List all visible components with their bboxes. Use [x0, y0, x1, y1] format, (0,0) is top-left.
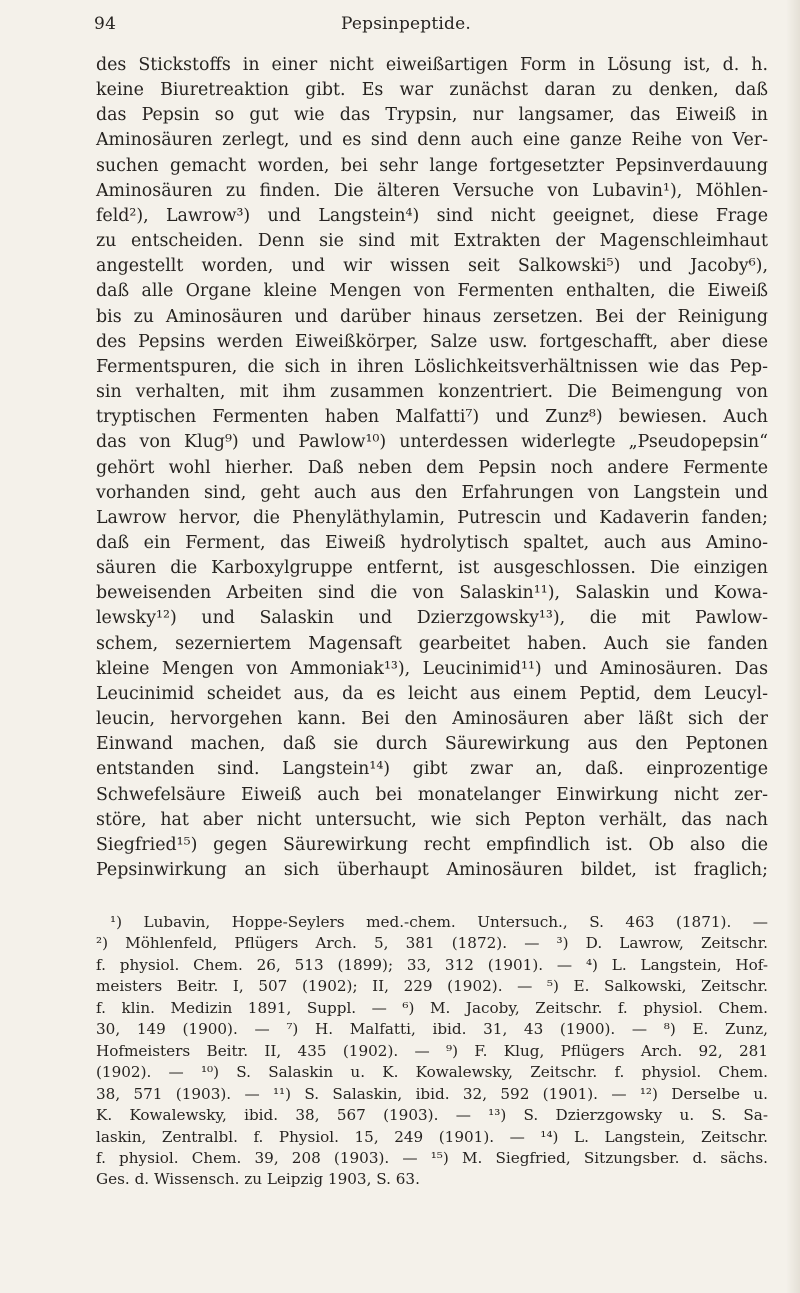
body-line: sin verhalten, mit ihm zusammen konzentriert. Die Beimengung von [96, 382, 768, 403]
body-line: daß ein Ferment, das Eiweiß hydrolytisch spaltet, auch aus Amino- [96, 532, 768, 553]
body-line: des Stickstoffs in einer nicht eiweißartigen Form in Lösung ist, d. h. [96, 55, 768, 75]
body-line: vorhanden sind, geht auch aus den Erfahrungen von Langstein und [96, 482, 768, 503]
footnote-line: meisters Beitr. I, 507 (1902); II, 229 (1902). — ⁵) E. Salkowski, Zeitschr. [96, 977, 768, 996]
footnote-line: f. physiol. Chem. 39, 208 (1903). — ¹⁵) M. Siegfried, Sitzungsber. d. sächs. [96, 1148, 768, 1167]
body-line: Fermentspuren, die sich in ihren Löslichkeitsverhältnissen wie das Pep- [96, 356, 768, 377]
footnote-line: laskin, Zentralbl. f. Physiol. 15, 249 (1901). — ¹⁴) L. Langstein, Zeitschr. [96, 1127, 768, 1146]
footnote-line: Ges. d. Wissensch. zu Leipzig 1903, S. 63. [96, 1170, 420, 1189]
body-line: leucin, hervorgehen kann. Bei den Aminosäuren aber läßt sich der [96, 709, 768, 730]
footnote-line: 30, 149 (1900). — ⁷) H. Malfatti, ibid. 31, 43 (1900). — ⁸) E. Zunz, [96, 1020, 768, 1039]
body-line: Schwefelsäure Eiweiß auch bei monatelanger Einwirkung nicht zer- [96, 784, 768, 805]
body-line: das Pepsin so gut wie das Trypsin, nur langsamer, das Eiweiß in [96, 105, 768, 126]
body-line: Siegfried¹⁵) gegen Säurewirkung recht empfindlich ist. Ob also die [96, 834, 768, 855]
body-line: schem, sezerniertem Magensaft gearbeitet haben. Auch sie fanden [96, 633, 768, 654]
body-line: zu entscheiden. Denn sie sind mit Extrakten der Magenschleimhaut [96, 231, 768, 252]
body-line: Lawrow hervor, die Phenyläthylamin, Putrescin und Kadaverin fanden; [96, 507, 768, 528]
footnotes [96, 912, 768, 1191]
body-line: kleine Mengen von Ammoniak¹³), Leucinimid¹¹) und Aminosäuren. Das [96, 658, 768, 679]
body-line: angestellt worden, und wir wissen seit Salkowski⁵) und Jacoby⁶), [96, 256, 768, 277]
running-title: Pepsinpeptide. [341, 14, 471, 34]
body-line: Pepsinwirkung an sich überhaupt Aminosäuren bildet, ist fraglich; [96, 860, 768, 880]
body-line: gehört wohl hierher. Daß neben dem Pepsin noch andere Fermente [96, 457, 768, 478]
body-line: beweisenden Arbeiten sind die von Salaskin¹¹), Salaskin und Kowa- [96, 583, 768, 604]
footnote-line: K. Kowalewsky, ibid. 38, 567 (1903). — ¹³) S. Dzierzgowsky u. S. Sa- [96, 1106, 768, 1125]
body-line: Aminosäuren zerlegt, und es sind denn auch eine ganze Reihe von Ver- [96, 130, 768, 151]
body-line: daß alle Organe kleine Mengen von Fermenten enthalten, die Eiweiß [96, 281, 768, 302]
body-line: lewsky¹²) und Salaskin und Dzierzgowsky¹³), die mit Pawlow- [96, 608, 768, 629]
body-line: störe, hat aber nicht untersucht, wie sich Pepton verhält, das nach [96, 809, 768, 830]
body-line: suchen gemacht worden, bei sehr lange fortgesetzter Pepsinverdauung [96, 155, 768, 176]
body-line: bis zu Aminosäuren und darüber hinaus zersetzen. Bei der Reinigung [96, 306, 768, 327]
footnote-line: Hofmeisters Beitr. II, 435 (1902). — ⁹) F. Klug, Pflügers Arch. 92, 281 [96, 1041, 768, 1060]
body-line: das von Klug⁹) und Pawlow¹⁰) unterdessen widerlegte „Pseudopepsin“ [96, 432, 768, 453]
footnote-line: ²) Möhlenfeld, Pflügers Arch. 5, 381 (1872). — ³) D. Lawrow, Zeitschr. [96, 934, 768, 953]
page-number: 94 [94, 14, 117, 34]
body-line: des Pepsins werden Eiweißkörper, Salze usw. fortgeschafft, aber diese [96, 331, 768, 352]
body-text [96, 53, 768, 883]
body-line: tryptischen Fermenten haben Malfatti⁷) und Zunz⁸) bewiesen. Auch [96, 407, 768, 428]
body-line: Einwand machen, daß sie durch Säurewirkung aus den Peptonen [96, 734, 768, 755]
body-line: entstanden sind. Langstein¹⁴) gibt zwar an, daß. einprozentige [96, 759, 768, 780]
footnote-line: f. physiol. Chem. 26, 513 (1899); 33, 312 (1901). — ⁴) L. Langstein, Hof- [96, 955, 768, 974]
body-line: säuren die Karboxylgruppe entfernt, ist ausgeschlossen. Die einzigen [96, 558, 768, 579]
page-edge-shadow [786, 0, 800, 1293]
body-line: keine Biuretreaktion gibt. Es war zunächst daran zu denken, daß [96, 80, 768, 101]
body-line: feld²), Lawrow³) und Langstein⁴) sind nicht geeignet, diese Frage [96, 205, 768, 226]
footnote-line: (1902). — ¹⁰) S. Salaskin u. K. Kowalewsky, Zeitschr. f. physiol. Chem. [96, 1063, 768, 1082]
body-line: Leucinimid scheidet aus, da es leicht aus einem Peptid, dem Leucyl- [96, 683, 768, 704]
body-line: Aminosäuren zu finden. Die älteren Versuche von Lubavin¹), Möhlen- [96, 180, 768, 201]
footnote-line: ¹) Lubavin, Hoppe-Seylers med.-chem. Untersuch., S. 463 (1871). — [110, 913, 768, 931]
footnote-line: 38, 571 (1903). — ¹¹) S. Salaskin, ibid. 32, 592 (1901). — ¹²) Derselbe u. [96, 1084, 768, 1103]
footnote-line: f. klin. Medizin 1891, Suppl. — ⁶) M. Jacoby, Zeitschr. f. physiol. Chem. [96, 998, 768, 1017]
